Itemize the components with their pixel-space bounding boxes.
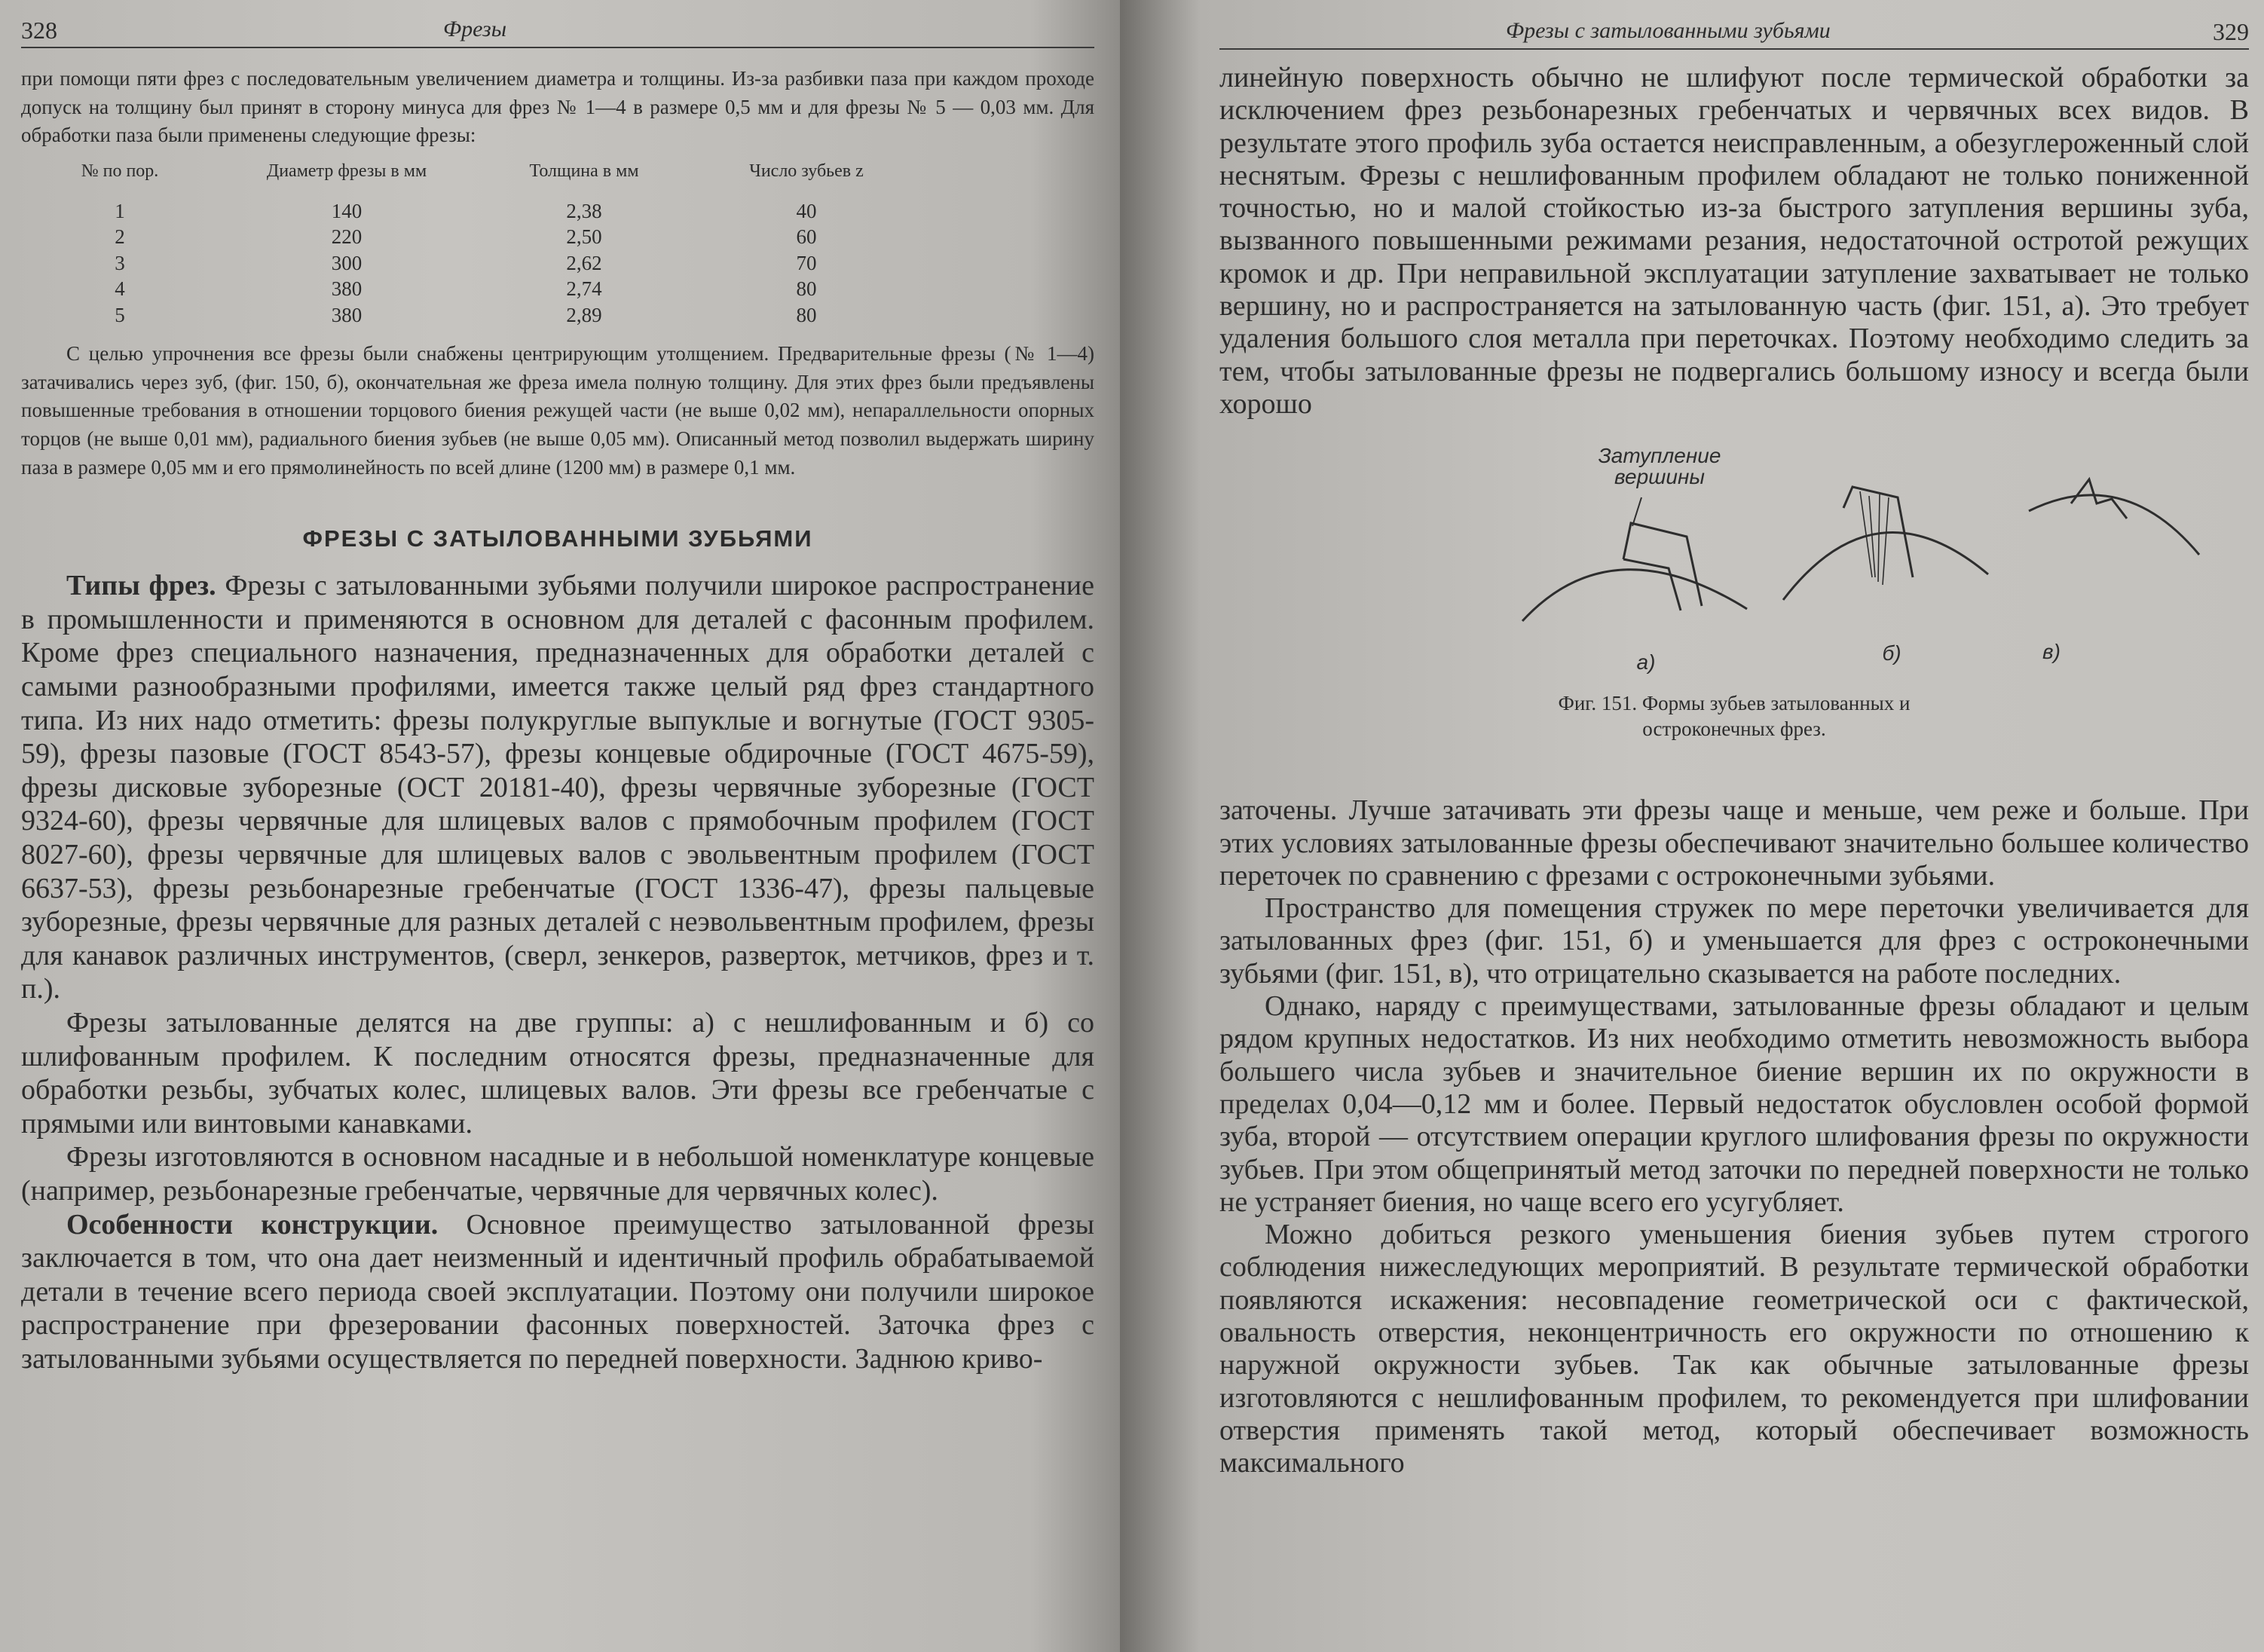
- table-cell: 80: [796, 303, 817, 326]
- tooth-a-inner: [1623, 559, 1681, 610]
- types-paragraph: [21, 569, 1094, 1006]
- figure-caption: Фиг. 151. Формы зубьев затылованных и остроконечных фрез.: [1558, 692, 1911, 741]
- table-row: [21, 302, 919, 329]
- table-row: [21, 224, 919, 250]
- table-cell: 80: [796, 277, 817, 301]
- table-cell: 380: [331, 277, 363, 301]
- manufacture-paragraph: Фрезы изготовляются в основном насадные и в небольшой номенклатуре концевые (например, резьбонарезные гребенчатые, червячные для червячных колес).: [21, 1141, 1094, 1207]
- table-cell: 2,62: [566, 251, 602, 274]
- right-continuation-paragraph: линейную поверхность обычно не шлифуют после термической обработки за исключением фрез резьбонарезных гребенчатых и червячных всех видов. В результате этого профиль зуба остается неисправленным, а обезуглероженный слой неснятым. Фрезы с нешлифованным профилем обладают не только пониженной точностью, но и малой стойкостью из-за быстрого затупления вершины зуба, вызванного повышенными режимами резания, недостаточной остротой режущих кромок и др. При неправильной эксплуатации затупление захватывает не только вершину, но и распространяется на затылованную часть (фиг. 151, а). Это требует удаления большого слоя металла при переточках. Поэтому необходимо следить за тем, чтобы затылованные фрезы не подвергались большому износу и всегда были хорошо: [1219, 62, 2249, 420]
- table-cell: 1: [115, 199, 125, 222]
- right-paragraph-4: Однако, наряду с преимуществами, затылованные фрезы обладают и целым рядом крупных недостатков. Из них необходимо отметить невозможность выбора большего числа зубьев и значительное биение вершин их по окружности в пределах 0,04—0,12 мм и более. Первый недостаток обусловлен особой формой зуба, второй — отсутствием операции круглого шлифования фрезы по окружности зубьев. При этом общепринятый метод заточки по передней поверхности не только не устраняет биения, но чаще всего его усугубляет.: [1219, 990, 2249, 1218]
- table-header-row: [21, 161, 919, 182]
- table-cell: 3: [115, 251, 125, 274]
- table-cell: 2: [115, 225, 125, 249]
- right-page-number: 329: [2213, 18, 2249, 45]
- design-lead: Особенности конструкции.: [66, 1208, 439, 1241]
- table-cell: 380: [331, 303, 363, 326]
- figure-label-b: б): [1882, 641, 1901, 665]
- groups-paragraph: Фрезы затылованные делятся на две группы: а) с нешлифованным и б) со шлифованным профилем. К последним относятся фрезы, предназначенные для обработки резьбы, зубчатых колес, шлицевых валов. Эти фрезы все гребенчатые с прямыми или винтовыми канавками.: [21, 1006, 1094, 1140]
- left-after-table-paragraph: С целью упрочнения все фрезы были снабжены центрирующим утолщением. Предварительные фрезы (№ 1—4) затачивались через зуб, (фиг. 150, б), окончательная же фреза имела полную толщину. Для этих фрез были предъявлены повышенные требования в отношении торцового биения режущей части (не выше 0,02 мм), непараллельности опорных торцов (не выше 0,01 мм), радиального биения зубьев (не выше 0,05 мм). Описанный метод позволил выдержать ширину паза в размере 0,05 мм и его прямолинейность по всей длине (1200 мм) в размере 0,1 мм.: [21, 342, 1094, 479]
- table-cell: 2,50: [566, 225, 602, 249]
- left-page: [0, 0, 1120, 1652]
- annotation-leader: [1632, 497, 1641, 526]
- figure-label-a: а): [1636, 650, 1656, 675]
- cutter-table: [21, 161, 919, 329]
- types-text: Фрезы с затылованными зубьями получили широкое распространение в промышленности и применяются в основном для деталей с фасонным профилем. Кроме фрез специального назначения, предназначенных для обработки деталей с самыми разнообразными профилями, имеется также целый ряд фрез стандартного типа. Из них надо отметить: фрезы полукруглые выпуклые и вогнутые (ГОСТ 9305-59), фрезы пазовые (ГОСТ 8543-57), фрезы концевые обдирочные (ГОСТ 4675-59), фрезы дисковые зуборезные (ОСТ 20181-40), фрезы червячные зуборезные (ГОСТ 9324-60), фрезы червячные для шлицевых валов с прямобочным профилем (ГОСТ 8027-60), фрезы червячные для шлицевых валов с эвольвентным профилем (ГОСТ 6637-53), фрезы резьбонарезные гребенчатые (ГОСТ 1336-47), фрезы пальцевые зуборезные, фрезы червячные для разных деталей с неэвольвентным профилем, фрезы для канавок различных инструментов, (сверл, зенкеров, разверток, метчиков, фрез и т. п.).: [21, 570, 1094, 1005]
- table-row: [21, 276, 919, 302]
- table-cell: 220: [331, 225, 363, 249]
- tooth-forms-drawing: [1219, 434, 2249, 683]
- annotation-line-2: вершины: [1614, 465, 1705, 489]
- right-paragraph-5: Можно добиться резкого уменьшения биения зубьев путем строгого соблюдения нижеследующих мероприятий. В результате термической обработки появляются искажения: несовпадение геометрической оси с фактической, овальность отверстия, неконцентричность его окружности по отношению к наружной окружности зубьев. Так как обычные затылованные фрезы изготовляются с нешлифованным профилем, то рекомендуется при шлифовании отверстия применять такой метод, который обеспечивает возможность максимального: [1219, 1219, 2249, 1479]
- left-running-head: [21, 17, 1094, 48]
- table-row: [21, 250, 919, 277]
- right-running-title: Фрезы с затылованными зубьями: [1506, 18, 1831, 43]
- design-text: Основное преимущество затылованной фрезы заключается в том, что она дает неизменный и идентичный профиль обрабатываемой детали в течение всего периода своей эксплуатации. Поэтому они получили широкое распространение при фрезеровании фасонных поверхностей. Заточка фрез с затылованными зубьями осуществляется по передней поверхности. Заднюю криво-: [21, 1208, 1095, 1375]
- section-heading: ФРЕЗЫ С ЗАТЫЛОВАННЫМИ ЗУБЬЯМИ: [302, 525, 813, 552]
- tooth-a-arc: [1522, 570, 1747, 621]
- tooth-b-sharpening-lines: [1860, 491, 1889, 585]
- annotation-line-1: Затупление: [1598, 444, 1721, 468]
- right-paragraph-3: Пространство для помещения стружек по мере переточки увеличивается для затылованных фрез (фиг. 151, б) и уменьшается для фрез с остроконечными зубьями (фиг. 151, в), что отрицательно сказывается на работе последних.: [1219, 892, 2249, 990]
- table-header-cell: Число зубьев z: [749, 161, 864, 181]
- types-lead: Типы фрез.: [66, 570, 216, 602]
- table-cell: 2,89: [566, 303, 602, 326]
- table-header-cell: Толщина в мм: [529, 161, 639, 181]
- tooth-c-arc: [2029, 495, 2199, 555]
- table-cell: 70: [796, 251, 817, 274]
- table-cell: 40: [796, 199, 817, 222]
- table-row: [21, 182, 919, 225]
- table-cell: 60: [796, 225, 817, 249]
- table-header-cell: № по пор.: [81, 161, 159, 181]
- tooth-a-profile: [1623, 523, 1702, 606]
- table-cell: 4: [115, 277, 125, 301]
- table-cell: 140: [331, 199, 363, 222]
- left-intro-paragraph: при помощи пяти фрез с последовательным увеличением диаметра и толщины. Из-за разбивки паза при каждом проходе допуск на толщину был принят в сторону минуса для фрез № 1—4 в размере 0,5 мм и для фрезы № 5 — 0,03 мм. Для обработки паза были применены следующие фрезы:: [21, 67, 1094, 147]
- right-paragraph-2: заточены. Лучше затачивать эти фрезы чаще и меньше, чем реже и больше. При этих условиях затылованные фрезы обеспечивают значительно большее количество переточек по сравнению с фрезами с остроконечными зубьями.: [1219, 794, 2249, 892]
- table-cell: 5: [115, 303, 125, 326]
- table-cell: 2,74: [566, 277, 602, 301]
- table-header-cell: Диаметр фрезы в мм: [266, 161, 427, 181]
- left-running-title: Фрезы: [443, 17, 507, 41]
- table-cell: 300: [331, 251, 363, 274]
- figure-151: [1219, 434, 2249, 794]
- right-page: [1120, 0, 2264, 1652]
- right-running-head: [1219, 18, 2249, 50]
- design-paragraph: [21, 1208, 1094, 1376]
- table-cell: 2,38: [566, 199, 602, 222]
- left-page-number: 328: [21, 17, 57, 44]
- figure-label-c: в): [2042, 640, 2061, 664]
